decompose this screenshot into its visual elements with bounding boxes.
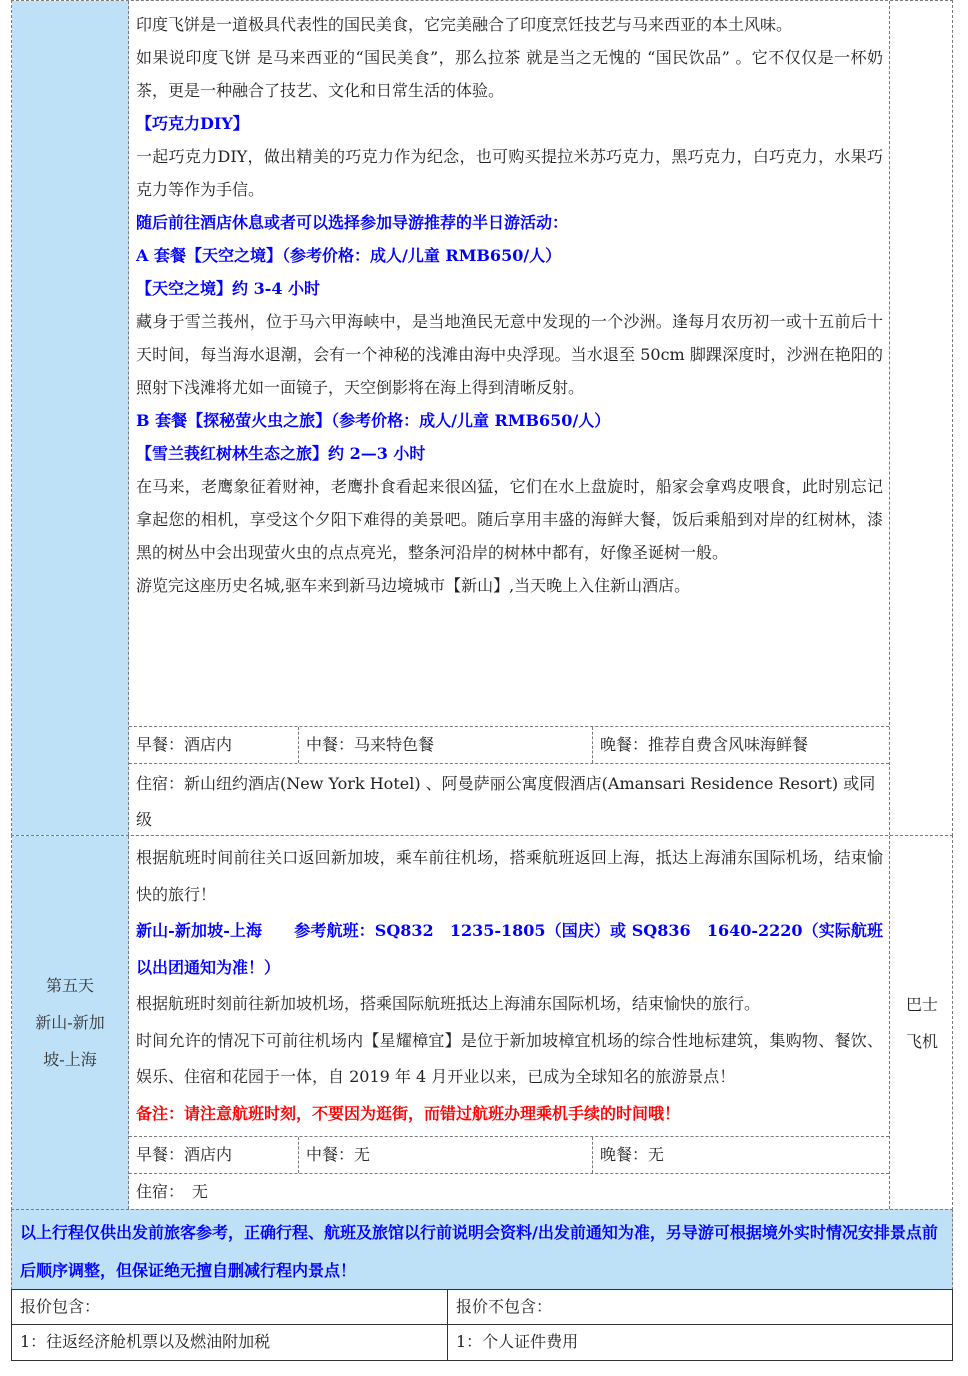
price-included-item-1: 1：往返经济舱机票以及燃油附加税 [12, 1325, 448, 1360]
price-excluded-item-1: 1：个人证件费用 [456, 1332, 579, 1351]
day4-description [129, 1, 889, 602]
day5-transport-flight: 飞机 [905, 1031, 938, 1051]
day4-paragraph: 一起巧克力DIY，做出精美的巧克力作为纪念，也可购买提拉米苏巧克力，黑巧克力，白巧克力，水果巧克力等作为手信。 [136, 147, 883, 199]
day4-dinner: 晚餐：推荐自费含风味海鲜餐 [600, 735, 809, 754]
day4-paragraph: 【天空之境】约 3-4 小时 [136, 279, 321, 298]
price-header-row [11, 1289, 953, 1325]
price-included-header: 报价包含： [12, 1290, 448, 1324]
day5-label-route-2: 坡-上海 [43, 1050, 97, 1069]
day5-paragraph: 新山-新加坡-上海 参考航班：SQ832 1235-1805（国庆）或 SQ836 1640-2220（实际航班以出团通知为准！） [136, 921, 883, 977]
day5-paragraph: 备注：请注意航班时刻，不要因为逛街，而错过航班办理乘机手续的时间哦！ [136, 1103, 681, 1123]
day5-label-route-1: 新山-新加 [35, 1013, 105, 1032]
price-excluded-header: 报价不包含： [456, 1297, 553, 1316]
day4-lodging: 住宿：新山纽约酒店(New York Hotel) 、阿曼萨丽公寓度假酒店(Amansari Residence Resort) 或同级 [129, 763, 889, 835]
day5-breakfast: 早餐：酒店内 [129, 1137, 299, 1173]
day4-paragraph: 游览完这座历史名城,驱车来到新马边境城市【新山】,当天晚上入住新山酒店。 [136, 576, 691, 595]
day4-row [11, 0, 953, 836]
day5-description [129, 836, 889, 1132]
day5-content-cell [129, 836, 889, 1209]
day4-paragraph: 在马来，老鹰象征着财神，老鹰扑食看起来很凶猛，它们在水上盘旋时，船家会拿鸡皮喂食，此时别忘记拿起您的相机，享受这个夕阳下难得的美景吧。随后享用丰盛的海鲜大餐，饭后乘船到对岸的红树林，漆黑的树丛中会出现萤火虫的点点亮光，整条河沿岸的树林中都有，好像圣诞树一般。 [136, 477, 883, 562]
day5-meals [129, 1136, 889, 1173]
day4-paragraph: B 套餐【探秘萤火虫之旅】（参考价格：成人/儿童 RMB650/人） [136, 411, 611, 430]
day4-transport-cell [889, 1, 954, 835]
day4-content-cell [129, 1, 889, 835]
day5-paragraph: 时间允许的情况下可前往机场内【星耀樟宜】是位于新加坡樟宜机场的综合性地标建筑，集购物、餐饮、娱乐、住宿和花园于一体，自 2019 年 4 月开业以来，已成为全球知名的旅游景点！ [136, 1030, 883, 1086]
day5-paragraph: 根据航班时刻前往新加坡机场，搭乘国际航班抵达上海浦东国际机场，结束愉快的旅行。 [136, 994, 761, 1013]
day5-lodging: 住宿： 无 [129, 1173, 889, 1209]
day4-paragraph: 【雪兰莪红树林生态之旅】约 2—3 小时 [136, 444, 426, 463]
day4-paragraph: 印度飞饼是一道极具代表性的国民美食，它完美融合了印度烹饪技艺与马来西亚的本土风味。 [136, 15, 793, 34]
day5-label-day: 第五天 [45, 976, 94, 995]
day5-dinner: 晚餐：无 [600, 1145, 665, 1164]
day4-paragraph: A 套餐【天空之境】（参考价格：成人/儿童 RMB650/人） [136, 246, 562, 265]
day5-label-cell [12, 836, 129, 1209]
day4-breakfast: 早餐：酒店内 [129, 727, 299, 763]
day4-paragraph: 【巧克力DIY】 [136, 114, 249, 133]
day5-transport-bus: 巴士 [905, 994, 938, 1014]
day4-paragraph: 如果说印度飞饼 是马来西亚的“国民美食”，那么拉茶 就是当之无愧的 “国民饮品” 。它不仅仅是一杯奶茶，更是一种融合了技艺、文化和日常生活的体验。 [136, 48, 883, 100]
day5-transport-cell [889, 836, 954, 1209]
day5-row [11, 835, 953, 1210]
day4-paragraph: 随后前往酒店休息或者可以选择参加导游推荐的半日游活动： [136, 213, 569, 232]
day4-lunch: 中餐：马来特色餐 [299, 727, 593, 763]
day5-paragraph: 根据航班时间前往关口返回新加坡，乘车前往机场，搭乘航班返回上海，抵达上海浦东国际机场，结束愉快的旅行！ [136, 848, 883, 904]
day4-meals [129, 726, 889, 763]
day5-lunch: 中餐：无 [299, 1137, 593, 1173]
itinerary-notice: 以上行程仅供出发前旅客参考，正确行程、航班及旅馆以行前说明会资料/出发前通知为准，另导游可根据境外实时情况安排景点前后顺序调整，但保证绝无擅自删减行程内景点！ [11, 1209, 953, 1290]
day4-label-cell [12, 1, 129, 835]
price-row-1 [11, 1324, 953, 1361]
day4-paragraph: 藏身于雪兰莪州，位于马六甲海峡中，是当地渔民无意中发现的一个沙洲。逢每月农历初一或十五前后十天时间，每当海水退潮，会有一个神秘的浅滩由海中央浮现。当水退至 50cm 脚踝深度时，沙洲在艳阳的照射下浅滩将尤如一面镜子，天空倒影将在海上得到清晰反射。 [136, 312, 883, 397]
